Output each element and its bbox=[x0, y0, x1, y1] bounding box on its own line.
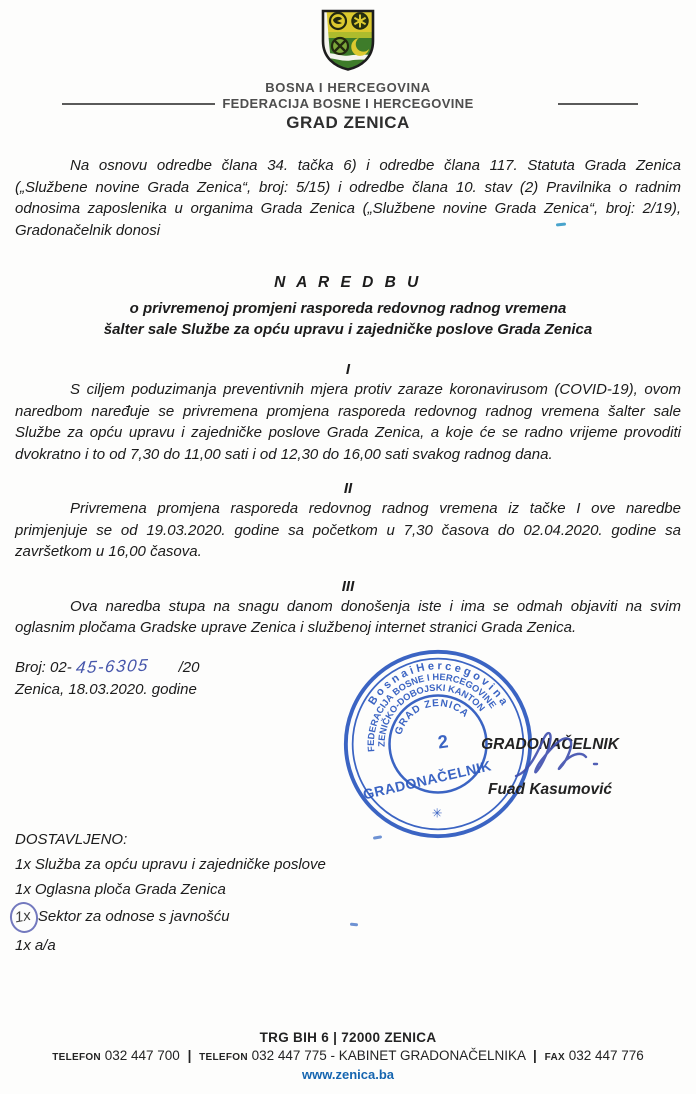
footer-tel2-label: TELEFON bbox=[199, 1052, 248, 1063]
footer-website: www.zenica.ba bbox=[302, 1067, 394, 1082]
footer-separator: | bbox=[187, 1048, 192, 1063]
stamp-bottom-star: ✳ bbox=[431, 805, 443, 821]
distribution-item bbox=[15, 852, 326, 877]
footer-fax-number: 032 447 776 bbox=[568, 1048, 644, 1063]
stamp-ring1-text: B o s n a i H e r c e g o v i n a bbox=[366, 660, 510, 708]
section-2-numeral: II bbox=[343, 480, 353, 497]
stamp-banner-text: GRADONAČELNIK bbox=[361, 757, 493, 803]
header-rule-right bbox=[558, 103, 638, 105]
distribution-heading: DOSTAVLJENO: bbox=[15, 831, 128, 848]
footer-tel1-label: TELEFON bbox=[52, 1052, 101, 1063]
footer-tel2-number: 032 447 775 - KABINET GRADONAČELNIKA bbox=[251, 1048, 526, 1063]
letterhead-country: BOSNA I HERCEGOVINA bbox=[265, 80, 431, 95]
section-2-text: Privremena promjena rasporeda redovnog radnog vremena iz tačke I ove naredbe primjenjuje se od 19.03.2020. godine sa početkom u 7,30 časova do 02.04.2020. godine sa završetkom u 16,00 časova. bbox=[15, 500, 681, 560]
distribution-item bbox=[15, 877, 326, 902]
footer-separator: | bbox=[533, 1048, 537, 1063]
letterhead bbox=[0, 81, 696, 130]
distribution-qty-circled: 1x bbox=[8, 900, 41, 935]
handwritten-signature bbox=[514, 726, 618, 784]
order-title-block bbox=[15, 274, 681, 340]
order-title: N A R E D B U bbox=[274, 274, 422, 291]
stamp-ring3-text: ZENIČKO-DOBOJSKI KANTON bbox=[376, 682, 487, 747]
document-body bbox=[0, 155, 696, 639]
footer-fax-label: FAX bbox=[544, 1052, 565, 1063]
stamp-center-number: 2 bbox=[436, 730, 450, 753]
scan-artifact-mark bbox=[350, 923, 358, 927]
letterhead-federation: FEDERACIJA BOSNE I HERCEGOVINE bbox=[222, 96, 474, 111]
order-subtitle-line1: o privremenoj promjeni rasporeda redovnog radnog vremena bbox=[129, 300, 567, 317]
section-3-numeral: III bbox=[341, 577, 355, 595]
distribution-text: Sektor za odnose s javnošću bbox=[37, 908, 230, 925]
distribution-item bbox=[15, 933, 326, 958]
reference-number-suffix: /20 bbox=[178, 659, 200, 676]
footer-phones bbox=[0, 1048, 696, 1063]
distribution-text: Služba za opću upravu i zajedničke poslove bbox=[34, 856, 326, 873]
order-subtitle bbox=[15, 299, 681, 340]
stamp-ring4-text: GRAD ZENICA bbox=[393, 698, 471, 737]
place-date-line: Zenica, 18.03.2020. godine bbox=[15, 681, 197, 698]
reference-number-line bbox=[15, 656, 199, 679]
distribution-qty: 1x bbox=[15, 856, 31, 873]
handwritten-number: 45-6305 bbox=[74, 655, 150, 678]
signatory-name: Fuad Kasumović bbox=[487, 781, 613, 798]
order-subtitle-line2: šalter sale Službe za opću upravu i zajedničke poslove Grada Zenica bbox=[103, 320, 593, 338]
reference-number-prefix: Broj: 02- bbox=[15, 659, 72, 676]
footer-address: TRG BIH 6 | 72000 ZENICA bbox=[259, 1030, 437, 1045]
zenica-coat-of-arms-icon bbox=[317, 8, 379, 72]
letterhead-federation-row bbox=[0, 97, 696, 111]
signatory-title: GRADONAČELNIK bbox=[481, 736, 619, 753]
stamp-ring2-text: FEDERACIJA BOSNE I HERCEGOVINE bbox=[365, 671, 499, 753]
intro-paragraph: Na osnovu odredbe člana 34. tačka 6) i odredbe člana 117. Statuta Grada Zenica („Službene novine Grada Zenica“, broj: 5/15) i odredbe člana 10. stav (2) Pravilnika o radnim odnosima zaposlenika u organima Grada Zenica („Službene novine Grada Zenica“, broj: 2/19), Gradonačelnik donosi bbox=[15, 157, 681, 239]
letterhead-city: GRAD ZENICA bbox=[286, 113, 410, 132]
distribution-qty: 1x bbox=[15, 881, 31, 898]
distribution-text: a/a bbox=[34, 937, 56, 954]
section-3-text: Ova naredba stupa na snagu danom donošenja iste i ima se odmah objaviti na svim oglasnim pločama Gradske uprave Zenica i službenoj internet stranici Grada Zenica. bbox=[15, 597, 681, 636]
distribution-block bbox=[15, 827, 326, 958]
footer-tel1-number: 032 447 700 bbox=[104, 1048, 180, 1063]
distribution-qty: 1x bbox=[15, 937, 31, 954]
section-1-numeral: I bbox=[345, 361, 351, 378]
distribution-item bbox=[15, 902, 326, 933]
section-1-text: S ciljem poduzimanja preventivnih mjera protiv zaraze koronavirusom (COVID-19), ovom naredbom naređuje se privremena promjena rasporeda redovnog radnog vremena šalter sale Službe za opću upravu i zajedničke poslove Grada Zenica, a koje će se radno vrijeme provoditi dvokratno i to od 7,30 do 11,00 sati i od 12,30 do 16,00 sati svakog radnog dana. bbox=[15, 381, 681, 463]
header-rule-left bbox=[62, 103, 215, 105]
distribution-text: Oglasna ploča Grada Zenica bbox=[34, 881, 226, 898]
letterhead-footer bbox=[0, 1030, 696, 1082]
reference-block bbox=[15, 656, 199, 701]
